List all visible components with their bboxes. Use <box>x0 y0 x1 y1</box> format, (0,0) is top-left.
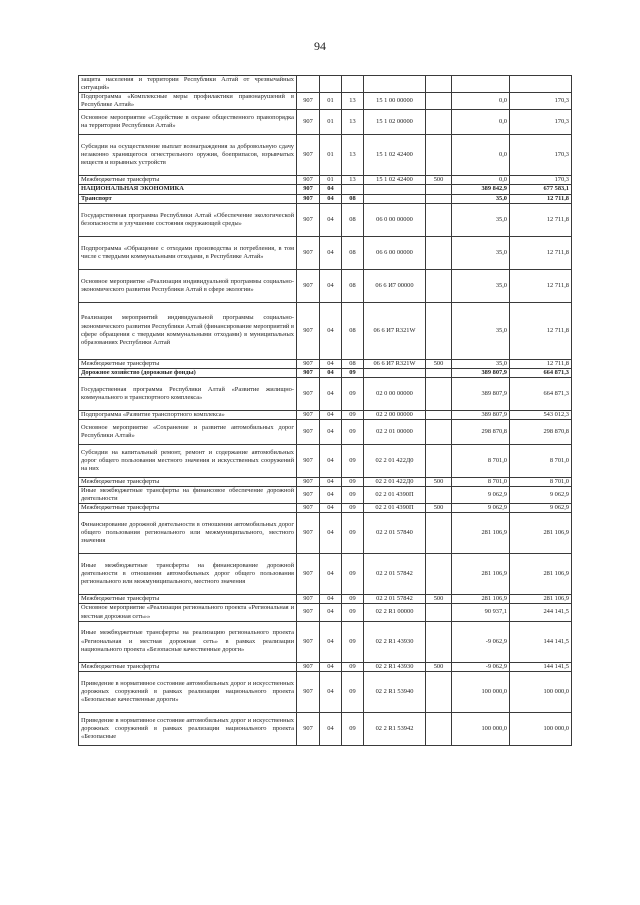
admin-code-cell: 907 <box>297 671 320 712</box>
admin-code-cell: 907 <box>297 477 320 486</box>
budget-table-body <box>79 76 572 746</box>
expense-type-cell <box>426 621 452 662</box>
row-name-cell: Подпрограмма «Комплексные меры профилактики правонарушений в Республике Алтай» <box>79 93 297 110</box>
admin-code-cell: 907 <box>297 410 320 419</box>
subsection-code-cell: 08 <box>342 302 364 359</box>
expense-type-cell <box>426 712 452 745</box>
table-row <box>79 554 572 595</box>
table-row <box>79 176 572 185</box>
row-name-cell: Межбюджетные трансферты <box>79 176 297 185</box>
section-code-cell: 04 <box>320 236 342 269</box>
amount-1-cell: 100 000,0 <box>452 671 510 712</box>
subsection-code-cell: 09 <box>342 595 364 604</box>
target-article-cell <box>364 368 426 377</box>
table-row <box>79 621 572 662</box>
amount-2-cell: 100 000,0 <box>510 671 572 712</box>
admin-code-cell: 907 <box>297 368 320 377</box>
amount-1-cell: 389 807,9 <box>452 368 510 377</box>
expense-type-cell <box>426 236 452 269</box>
section-code-cell: 04 <box>320 368 342 377</box>
amount-2-cell: 281 106,9 <box>510 513 572 554</box>
row-name-cell: Основное мероприятие «Сохранение и развитие автомобильных дорог Республики Алтай» <box>79 419 297 444</box>
row-name-cell: Межбюджетные трансферты <box>79 504 297 513</box>
admin-code-cell: 907 <box>297 110 320 135</box>
table-row <box>79 504 572 513</box>
row-name-cell: Иные межбюджетные трансферты на финансирование дорожной деятельности в отношении автомобильных дорог общего пользования регионального или межмуниципального, местного значения <box>79 554 297 595</box>
expense-type-cell: 500 <box>426 176 452 185</box>
amount-1-cell: 281 106,9 <box>452 595 510 604</box>
row-name-cell: Государственная программа Республики Алтай «Обеспечение экологической безопасности и улучшение состояния окружающей среды» <box>79 203 297 236</box>
amount-2-cell: 170,3 <box>510 93 572 110</box>
admin-code-cell: 907 <box>297 377 320 410</box>
amount-1-cell: 90 937,1 <box>452 604 510 621</box>
amount-1-cell: 0,0 <box>452 93 510 110</box>
subsection-code-cell: 09 <box>342 419 364 444</box>
amount-1-cell: 389 842,9 <box>452 185 510 194</box>
amount-2-cell: 170,3 <box>510 110 572 135</box>
amount-1-cell: 100 000,0 <box>452 712 510 745</box>
expense-type-cell: 500 <box>426 595 452 604</box>
table-row <box>79 302 572 359</box>
subsection-code-cell: 09 <box>342 621 364 662</box>
row-name-cell: Основное мероприятие «Содействие в охране общественного правопорядка на территории Республики Алтай» <box>79 110 297 135</box>
table-row <box>79 135 572 176</box>
amount-1-cell: 281 106,9 <box>452 554 510 595</box>
target-article-cell: 02 2 01 4390П <box>364 504 426 513</box>
admin-code-cell <box>297 76 320 93</box>
table-row <box>79 513 572 554</box>
table-row <box>79 662 572 671</box>
subsection-code-cell: 09 <box>342 604 364 621</box>
amount-1-cell: 8 701,0 <box>452 477 510 486</box>
target-article-cell: 15 1 02 42400 <box>364 135 426 176</box>
amount-1-cell: 35,0 <box>452 359 510 368</box>
admin-code-cell: 907 <box>297 621 320 662</box>
table-row <box>79 444 572 477</box>
row-name-cell: защита населения и территории Республики Алтай от чрезвычайных ситуаций» <box>79 76 297 93</box>
amount-2-cell: 677 583,1 <box>510 185 572 194</box>
subsection-code-cell: 09 <box>342 477 364 486</box>
subsection-code-cell: 08 <box>342 203 364 236</box>
admin-code-cell: 907 <box>297 236 320 269</box>
amount-2-cell <box>510 76 572 93</box>
table-row <box>79 76 572 93</box>
amount-1-cell: 35,0 <box>452 269 510 302</box>
amount-2-cell: 12 711,8 <box>510 194 572 203</box>
row-name-cell: Государственная программа Республики Алтай «Развитие жилищно-коммунального и транспортного комплекса» <box>79 377 297 410</box>
row-name-cell: Финансирование дорожной деятельности в отношении автомобильных дорог общего пользования регионального или межмуниципального, местного значения <box>79 513 297 554</box>
amount-1-cell: 35,0 <box>452 236 510 269</box>
target-article-cell: 02 0 00 00000 <box>364 377 426 410</box>
table-row <box>79 203 572 236</box>
amount-1-cell: 9 062,9 <box>452 487 510 504</box>
expense-type-cell <box>426 554 452 595</box>
expense-type-cell <box>426 194 452 203</box>
table-row <box>79 236 572 269</box>
expense-type-cell <box>426 377 452 410</box>
section-code-cell: 01 <box>320 135 342 176</box>
amount-2-cell: 664 871,3 <box>510 377 572 410</box>
amount-1-cell <box>452 76 510 93</box>
row-name-cell: Транспорт <box>79 194 297 203</box>
subsection-code-cell: 13 <box>342 176 364 185</box>
section-code-cell: 04 <box>320 419 342 444</box>
expense-type-cell: 500 <box>426 477 452 486</box>
table-row <box>79 185 572 194</box>
section-code-cell: 04 <box>320 359 342 368</box>
admin-code-cell: 907 <box>297 93 320 110</box>
expense-type-cell <box>426 76 452 93</box>
admin-code-cell: 907 <box>297 604 320 621</box>
admin-code-cell: 907 <box>297 185 320 194</box>
admin-code-cell: 907 <box>297 359 320 368</box>
subsection-code-cell <box>342 185 364 194</box>
target-article-cell: 02 2 R1 43930 <box>364 662 426 671</box>
target-article-cell: 02 2 R1 53942 <box>364 712 426 745</box>
target-article-cell: 02 2 01 422Д0 <box>364 444 426 477</box>
target-article-cell: 02 2 01 57842 <box>364 554 426 595</box>
section-code-cell: 04 <box>320 203 342 236</box>
amount-2-cell: 9 062,9 <box>510 487 572 504</box>
amount-2-cell: 664 871,3 <box>510 368 572 377</box>
table-row <box>79 368 572 377</box>
row-name-cell: Подпрограмма «Обращение с отходами производства и потребления, в том числе с твердыми коммунальными отходами, в Республике Алтай» <box>79 236 297 269</box>
expense-type-cell <box>426 604 452 621</box>
target-article-cell: 02 2 01 4390П <box>364 487 426 504</box>
section-code-cell: 04 <box>320 269 342 302</box>
section-code-cell: 04 <box>320 662 342 671</box>
section-code-cell: 04 <box>320 377 342 410</box>
target-article-cell: 02 2 00 00000 <box>364 410 426 419</box>
section-code-cell: 01 <box>320 93 342 110</box>
amount-1-cell: 0,0 <box>452 176 510 185</box>
target-article-cell: 15 1 00 00000 <box>364 93 426 110</box>
amount-2-cell: 170,3 <box>510 176 572 185</box>
amount-2-cell: 12 711,8 <box>510 269 572 302</box>
amount-1-cell: 0,0 <box>452 110 510 135</box>
amount-2-cell: 12 711,8 <box>510 236 572 269</box>
expense-type-cell <box>426 419 452 444</box>
amount-1-cell: 281 106,9 <box>452 513 510 554</box>
row-name-cell: Подпрограмма «Развитие транспортного комплекса» <box>79 410 297 419</box>
amount-2-cell: 281 106,9 <box>510 554 572 595</box>
row-name-cell: Межбюджетные трансферты <box>79 662 297 671</box>
subsection-code-cell: 09 <box>342 554 364 595</box>
section-code-cell: 04 <box>320 504 342 513</box>
expense-type-cell <box>426 368 452 377</box>
table-row <box>79 487 572 504</box>
amount-1-cell: 35,0 <box>452 302 510 359</box>
section-code-cell: 04 <box>320 444 342 477</box>
row-name-cell: Приведение в нормативное состояние автомобильных дорог и искусственных дорожных сооружений в рамках реализации национального проекта «Безопасные <box>79 712 297 745</box>
expense-type-cell <box>426 203 452 236</box>
amount-2-cell: 100 000,0 <box>510 712 572 745</box>
row-name-cell: Основное мероприятие «Реализация регионального проекта «Региональная и местная дорожная сеть»» <box>79 604 297 621</box>
target-article-cell: 06 6 И7 R321W <box>364 302 426 359</box>
expense-type-cell <box>426 487 452 504</box>
subsection-code-cell: 09 <box>342 504 364 513</box>
amount-1-cell: -9 062,9 <box>452 662 510 671</box>
subsection-code-cell: 13 <box>342 110 364 135</box>
target-article-cell: 02 2 R1 00000 <box>364 604 426 621</box>
admin-code-cell: 907 <box>297 203 320 236</box>
target-article-cell: 06 6 И7 R321W <box>364 359 426 368</box>
amount-1-cell: 389 807,9 <box>452 410 510 419</box>
admin-code-cell: 907 <box>297 194 320 203</box>
table-row <box>79 712 572 745</box>
subsection-code-cell: 09 <box>342 368 364 377</box>
table-row <box>79 477 572 486</box>
subsection-code-cell: 08 <box>342 194 364 203</box>
expense-type-cell <box>426 269 452 302</box>
amount-1-cell: 389 807,9 <box>452 377 510 410</box>
subsection-code-cell: 09 <box>342 513 364 554</box>
row-name-cell: Субсидии на осуществление выплат вознаграждения за добровольную сдачу незаконно хранящегося огнестрельного оружия, боеприпасов, взрывчатых веществ и взрывных устройств <box>79 135 297 176</box>
amount-1-cell: 0,0 <box>452 135 510 176</box>
amount-1-cell: 8 701,0 <box>452 444 510 477</box>
expense-type-cell <box>426 513 452 554</box>
amount-1-cell: 298 870,8 <box>452 419 510 444</box>
admin-code-cell: 907 <box>297 269 320 302</box>
admin-code-cell: 907 <box>297 176 320 185</box>
subsection-code-cell <box>342 76 364 93</box>
amount-2-cell: 543 012,3 <box>510 410 572 419</box>
target-article-cell: 15 1 02 00000 <box>364 110 426 135</box>
target-article-cell: 15 1 02 42400 <box>364 176 426 185</box>
row-name-cell: Основное мероприятие «Реализация индивидуальной программы социально-экономического развития Республики Алтай в сфере экологии» <box>79 269 297 302</box>
section-code-cell: 04 <box>320 410 342 419</box>
amount-2-cell: 244 141,5 <box>510 604 572 621</box>
amount-1-cell: 35,0 <box>452 194 510 203</box>
target-article-cell <box>364 76 426 93</box>
table-row <box>79 194 572 203</box>
expense-type-cell <box>426 671 452 712</box>
expense-type-cell: 500 <box>426 504 452 513</box>
page-number: 94 <box>314 39 326 53</box>
table-row <box>79 110 572 135</box>
table-row <box>79 377 572 410</box>
row-name-cell: Иные межбюджетные трансферты на реализацию регионального проекта «Региональная и местная дорожная сеть» в рамках реализации национального проекта «Безопасные качественные дороги» <box>79 621 297 662</box>
amount-2-cell: 12 711,8 <box>510 203 572 236</box>
amount-2-cell: 12 711,8 <box>510 302 572 359</box>
subsection-code-cell: 09 <box>342 671 364 712</box>
target-article-cell: 02 2 R1 43930 <box>364 621 426 662</box>
admin-code-cell: 907 <box>297 419 320 444</box>
amount-2-cell: 170,3 <box>510 135 572 176</box>
table-row <box>79 410 572 419</box>
section-code-cell: 04 <box>320 621 342 662</box>
expense-type-cell <box>426 444 452 477</box>
budget-table <box>78 75 572 746</box>
table-row <box>79 419 572 444</box>
amount-1-cell: 35,0 <box>452 203 510 236</box>
expense-type-cell <box>426 410 452 419</box>
section-code-cell: 04 <box>320 513 342 554</box>
target-article-cell: 06 6 И7 00000 <box>364 269 426 302</box>
admin-code-cell: 907 <box>297 712 320 745</box>
target-article-cell: 06 6 00 00000 <box>364 236 426 269</box>
table-row <box>79 269 572 302</box>
admin-code-cell: 907 <box>297 513 320 554</box>
amount-2-cell: 144 141,5 <box>510 621 572 662</box>
row-name-cell: Приведение в нормативное состояние автомобильных дорог и искусственных дорожных сооружений в рамках реализации национального проекта «Безопасные качественные дороги» <box>79 671 297 712</box>
subsection-code-cell: 09 <box>342 662 364 671</box>
row-name-cell: Реализация мероприятий индивидуальной программы социально-экономического развития Республики Алтай (финансирование мероприятий в сфере обращения с твердыми коммунальными отходами) в муниципальных образованиях Республики Алтай <box>79 302 297 359</box>
section-code-cell: 04 <box>320 712 342 745</box>
subsection-code-cell: 09 <box>342 487 364 504</box>
amount-2-cell: 9 062,9 <box>510 504 572 513</box>
table-row <box>79 671 572 712</box>
row-name-cell: Субсидии на капитальный ремонт, ремонт и содержание автомобильных дорог общего пользования местного значения и искусственных сооружений на них <box>79 444 297 477</box>
row-name-cell: НАЦИОНАЛЬНАЯ ЭКОНОМИКА <box>79 185 297 194</box>
section-code-cell: 04 <box>320 595 342 604</box>
admin-code-cell: 907 <box>297 302 320 359</box>
admin-code-cell: 907 <box>297 504 320 513</box>
amount-1-cell: -9 062,9 <box>452 621 510 662</box>
amount-2-cell: 12 711,8 <box>510 359 572 368</box>
expense-type-cell: 500 <box>426 359 452 368</box>
admin-code-cell: 907 <box>297 554 320 595</box>
row-name-cell: Межбюджетные трансферты <box>79 595 297 604</box>
admin-code-cell: 907 <box>297 595 320 604</box>
amount-2-cell: 8 701,0 <box>510 444 572 477</box>
section-code-cell: 01 <box>320 110 342 135</box>
amount-2-cell: 298 870,8 <box>510 419 572 444</box>
target-article-cell <box>364 185 426 194</box>
row-name-cell: Межбюджетные трансферты <box>79 477 297 486</box>
expense-type-cell <box>426 135 452 176</box>
section-code-cell: 04 <box>320 671 342 712</box>
subsection-code-cell: 09 <box>342 377 364 410</box>
expense-type-cell <box>426 93 452 110</box>
target-article-cell: 02 2 01 422Д0 <box>364 477 426 486</box>
table-row <box>79 604 572 621</box>
amount-2-cell: 144 141,5 <box>510 662 572 671</box>
admin-code-cell: 907 <box>297 444 320 477</box>
admin-code-cell: 907 <box>297 135 320 176</box>
subsection-code-cell: 09 <box>342 410 364 419</box>
subsection-code-cell: 13 <box>342 93 364 110</box>
target-article-cell: 02 2 R1 53940 <box>364 671 426 712</box>
target-article-cell: 02 2 01 00000 <box>364 419 426 444</box>
section-code-cell: 04 <box>320 554 342 595</box>
subsection-code-cell: 08 <box>342 236 364 269</box>
amount-2-cell: 281 106,9 <box>510 595 572 604</box>
section-code-cell: 04 <box>320 604 342 621</box>
subsection-code-cell: 13 <box>342 135 364 176</box>
target-article-cell: 06 0 00 00000 <box>364 203 426 236</box>
table-row <box>79 93 572 110</box>
amount-1-cell: 9 062,9 <box>452 504 510 513</box>
amount-2-cell: 8 701,0 <box>510 477 572 486</box>
section-code-cell: 04 <box>320 194 342 203</box>
section-code-cell: 04 <box>320 302 342 359</box>
section-code-cell: 04 <box>320 487 342 504</box>
target-article-cell: 02 2 01 57840 <box>364 513 426 554</box>
row-name-cell: Иные межбюджетные трансферты на финансовое обеспечение дорожной деятельности <box>79 487 297 504</box>
expense-type-cell <box>426 302 452 359</box>
section-code-cell: 04 <box>320 185 342 194</box>
admin-code-cell: 907 <box>297 487 320 504</box>
expense-type-cell <box>426 185 452 194</box>
subsection-code-cell: 09 <box>342 712 364 745</box>
section-code-cell: 04 <box>320 477 342 486</box>
admin-code-cell: 907 <box>297 662 320 671</box>
table-row <box>79 359 572 368</box>
target-article-cell <box>364 194 426 203</box>
table-row <box>79 595 572 604</box>
subsection-code-cell: 09 <box>342 444 364 477</box>
expense-type-cell <box>426 110 452 135</box>
subsection-code-cell: 08 <box>342 269 364 302</box>
row-name-cell: Дорожное хозяйство (дорожные фонды) <box>79 368 297 377</box>
target-article-cell: 02 2 01 57842 <box>364 595 426 604</box>
section-code-cell: 01 <box>320 176 342 185</box>
row-name-cell: Межбюджетные трансферты <box>79 359 297 368</box>
expense-type-cell: 500 <box>426 662 452 671</box>
section-code-cell <box>320 76 342 93</box>
subsection-code-cell: 08 <box>342 359 364 368</box>
